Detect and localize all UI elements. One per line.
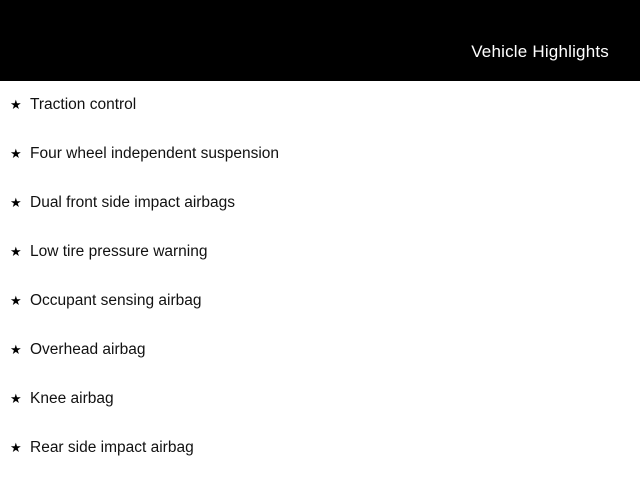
list-item-label: Low tire pressure warning [30, 243, 208, 260]
list-item-label: Traction control [30, 96, 137, 113]
star-icon: ★ [10, 391, 22, 406]
star-icon: ★ [10, 146, 22, 161]
list-item [0, 97, 640, 146]
list-item [0, 342, 640, 391]
list-item-label: Rear side impact airbag [30, 439, 194, 456]
list-item-label: Occupant sensing airbag [30, 292, 202, 309]
header-bar [0, 0, 640, 81]
list-item [0, 391, 640, 440]
vehicle-highlights-list [0, 81, 640, 489]
list-item-label: Overhead airbag [30, 341, 146, 358]
star-icon: ★ [10, 440, 22, 455]
list-item [0, 195, 640, 244]
list-item-label: Four wheel independent suspension [30, 145, 280, 162]
list-item [0, 146, 640, 195]
star-icon: ★ [10, 195, 22, 210]
star-icon: ★ [10, 97, 22, 112]
list-item [0, 440, 640, 489]
star-icon: ★ [10, 244, 22, 259]
list-item-label: Dual front side impact airbags [30, 194, 236, 211]
list-item [0, 293, 640, 342]
list-item-label: Knee airbag [30, 390, 114, 407]
page-title: Vehicle Highlights [471, 42, 609, 61]
list-item [0, 244, 640, 293]
star-icon: ★ [10, 342, 22, 357]
star-icon: ★ [10, 293, 22, 308]
